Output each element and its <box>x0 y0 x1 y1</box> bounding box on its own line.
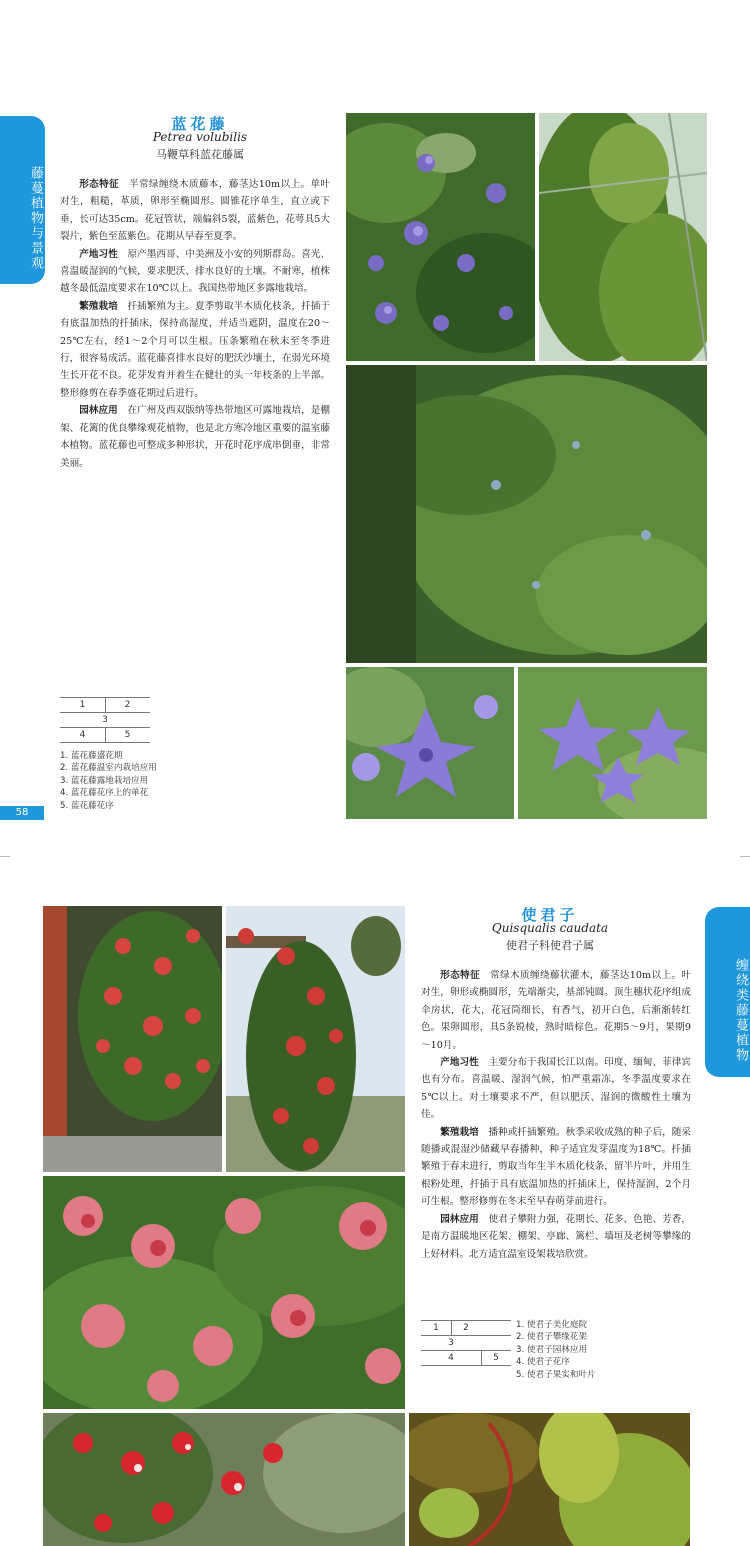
page-divider-left <box>0 856 10 857</box>
section-2 <box>421 1054 691 1124</box>
plant-title: 蓝花藤 <box>171 115 229 133</box>
photo-quisqualis-courtyard <box>43 906 222 1172</box>
section-label: 园林应用 <box>440 1213 479 1225</box>
section-text: 播种或扦插繁殖。秋季采收成熟的种子后，随采随播或混湿沙储藏早春播种，种子适宜发芽温度为18℃。扦插繁殖于春末进行，剪取当年生半木质化枝条，留半片叶，并用生根粉处理，扦插于具有底温加热的扦插床上，保持湿润，2个月可生根。整形修剪在冬末至早春萌芽前进行。 <box>421 1126 692 1208</box>
section-1 <box>60 176 330 246</box>
section-text: 在广州及西双版纳等热带地区可露地栽培，是棚架、花篱的优良攀缘观花植物，也是北方寒冷地区重要的温室藤本植物。蓝花藤也可整成多种形状，开花时花序成串倒垂，非常美丽。 <box>60 405 331 469</box>
caption-1: 1. 蓝花藤盛花期 <box>60 751 123 761</box>
photo-quisqualis-arbor <box>226 906 405 1172</box>
section-label: 产地习性 <box>79 248 118 260</box>
grid-key-3: 3 <box>448 1338 454 1348</box>
plant-title: 使君子 <box>521 906 579 924</box>
section-label: 繁殖栽培 <box>440 1126 479 1138</box>
photo-quisqualis-flower-cluster <box>43 1413 405 1546</box>
photo-petrea-single-flower <box>346 667 514 819</box>
chapter-tab: 藤蔓植物与景观 <box>0 116 45 284</box>
grid-key-5: 5 <box>493 1353 499 1363</box>
section-text: 原产墨西哥、中美洲及小安的列斯群岛。喜光、喜温暖湿润的气候，要求肥沃、排水良好的土壤。不耐寒，植株越冬最低温度要求在10℃以上。我国热带地区多露地栽培。 <box>60 248 331 295</box>
photo-grid-key <box>60 697 150 743</box>
photo-quisqualis-fruit-leaves <box>409 1413 690 1546</box>
section-2 <box>60 246 330 298</box>
page-divider-right <box>740 856 750 857</box>
caption-4: 4. 使君子花序 <box>516 1357 570 1368</box>
section-text: 常绿木质缠绕藤状灌木，藤茎达10m以上。叶对生，卵形或椭圆形，先端渐尖，基部钝圆。顶生穗状花序组成伞房状，花大，花冠筒细长，有香气，初开白色，后渐渐转红色。果卵圆形，具5条锐棱，熟时暗棕色。花期5～9月，果期9～10月。 <box>421 970 692 1051</box>
photo-petrea-inflorescence <box>518 667 707 819</box>
caption-5: 5. 使君子果实和叶片 <box>516 1369 596 1380</box>
caption-2: 2. 使君子攀缘花架 <box>516 1332 588 1343</box>
family-name: 马鞭草科蓝花藤属 <box>156 148 244 161</box>
grid-key-3: 3 <box>102 715 108 725</box>
chapter-tab: 缠绕类藤蔓植物 <box>705 907 750 1077</box>
section-3 <box>60 298 330 402</box>
page-59 <box>0 860 750 1546</box>
photo-captions <box>60 750 157 812</box>
photo-quisqualis-garden <box>43 1176 405 1409</box>
grid-key-4: 4 <box>79 730 86 740</box>
caption-4: 4. 蓝花藤花序上的单花 <box>60 788 149 799</box>
latin-name: Quisqualis caudata <box>491 921 609 935</box>
section-text: 半常绿缠绕木质藤本，藤茎达10m以上。单叶对生，粗糙，革质，卵形至椭圆形。圆锥花序单生，直立或下垂，长可达35cm。花冠管状，端偏斜5裂，蓝紫色，花萼具5大裂片，紫色至蓝紫色。花期从早春至夏季。 <box>60 179 331 243</box>
section-3 <box>421 1124 691 1211</box>
description-text <box>60 176 330 472</box>
family-name: 使君子科使君子属 <box>506 939 594 952</box>
photo-petrea-bloom <box>346 113 535 361</box>
section-1 <box>421 967 691 1054</box>
description-text <box>421 967 691 1263</box>
photo-petrea-outdoor <box>346 365 707 663</box>
photo-captions <box>516 1319 596 1381</box>
grid-key-2: 2 <box>463 1323 469 1333</box>
grid-key-1: 1 <box>433 1323 439 1333</box>
page-number: 58 <box>0 806 44 820</box>
section-4 <box>60 402 330 472</box>
photo-petrea-greenhouse <box>539 113 707 361</box>
grid-key-5: 5 <box>124 730 131 740</box>
grid-key-2: 2 <box>124 700 131 710</box>
latin-name: Petrea volubilis <box>152 130 248 144</box>
grid-key-1: 1 <box>79 700 86 710</box>
section-label: 园林应用 <box>79 405 118 417</box>
section-4 <box>421 1211 691 1263</box>
section-text: 使君子攀附力强，花期长、花多、色艳、芳香，是南方温暖地区花架、棚架、亭廊、篱栏、墙垣及老树等攀缘的上好材料。北方适宜温室设架栽培欣赏。 <box>421 1213 692 1260</box>
section-label: 产地习性 <box>440 1057 479 1069</box>
caption-3: 3. 蓝花藤露地栽培应用 <box>60 775 149 786</box>
caption-5: 5. 蓝花藤花序 <box>60 800 114 811</box>
section-label: 形态特征 <box>440 970 481 981</box>
section-label: 形态特征 <box>79 179 120 190</box>
grid-key-4: 4 <box>448 1353 454 1363</box>
section-text: 主要分布于我国长江以南。印度、缅甸、菲律宾也有分布。喜温暖、湿润气候，怕严重霜冻，冬季温度要求在5℃以上。对土壤要求不严，但以肥沃、湿润的微酸性土壤为佳。 <box>421 1057 692 1121</box>
photo-grid-key <box>421 1320 511 1366</box>
caption-1: 1. 使君子美化庭院 <box>516 1320 588 1330</box>
section-text: 扦插繁殖为主。夏季剪取半木质化枝条，扦插于有底温加热的扦插床，保持高湿度，并适当遮阴，温度在20～25℃左右，经1～2个月可以生根。压条繁殖在秋末至冬季进行，很容易成活。蓝花藤喜排水良好的肥沃沙壤土，在弱光环境生长开花不良。花芽发育并着生在健壮的头一年枝条的上半部。整形修剪在春季盛花期过后进行。 <box>60 300 331 399</box>
caption-3: 3. 使君子园林应用 <box>516 1344 588 1355</box>
section-label: 繁殖栽培 <box>79 300 118 312</box>
caption-2: 2. 蓝花藤温室内栽培应用 <box>60 763 157 774</box>
